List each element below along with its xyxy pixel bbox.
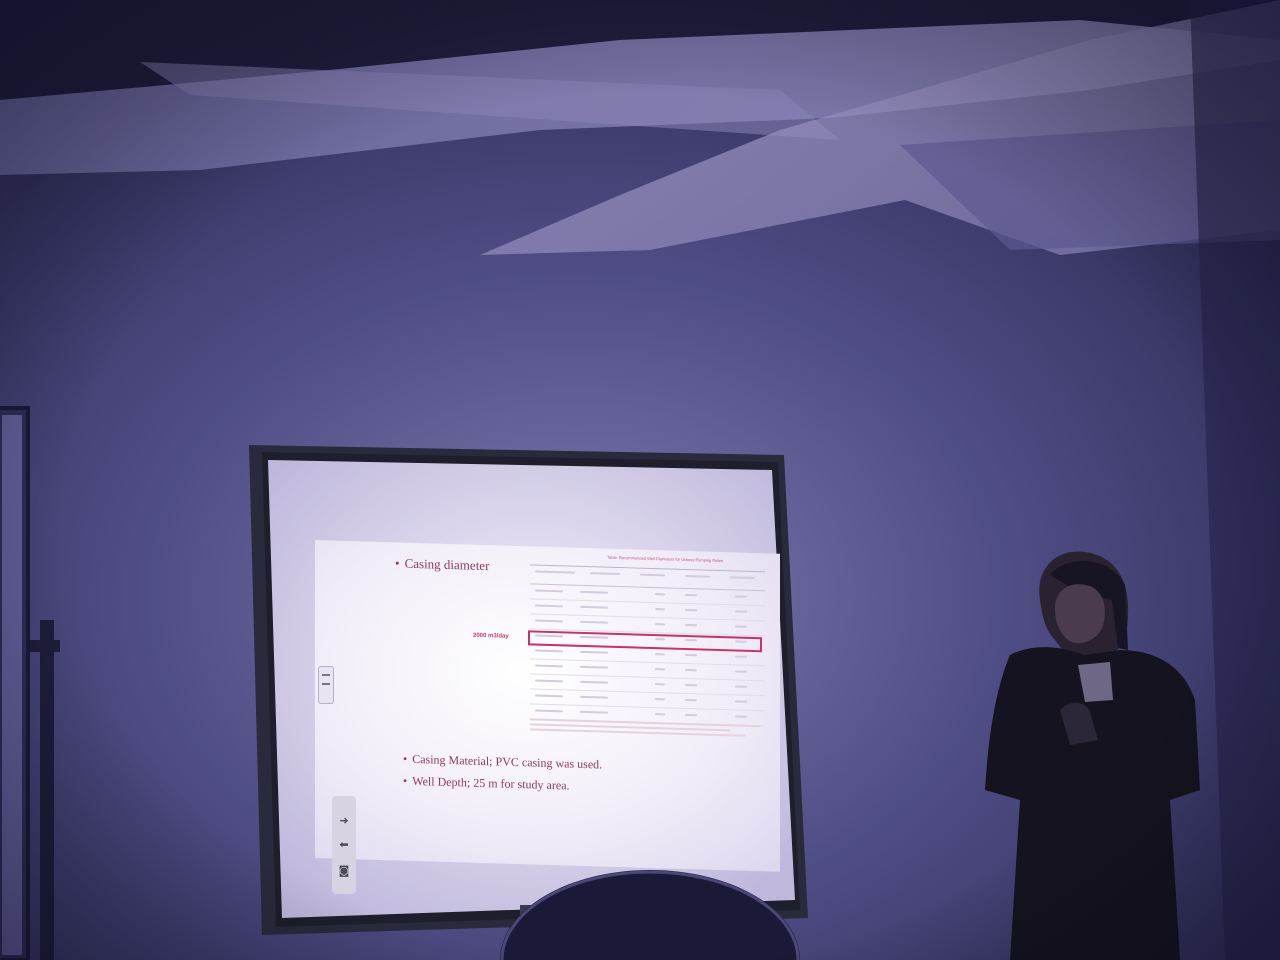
slide-bullet-well-depth xyxy=(403,774,570,794)
bullet-text: Well Depth; 25 m for study area. xyxy=(412,773,570,793)
bullet-dot-icon: • xyxy=(403,773,408,788)
eraser-icon[interactable]: ◙ xyxy=(338,864,350,877)
slide-bullet-casing-diameter xyxy=(395,555,489,574)
projected-slide xyxy=(315,540,780,872)
bullet-dot-icon: • xyxy=(403,751,408,766)
whiteboard-side-handle[interactable] xyxy=(318,666,334,704)
arrow-left-icon[interactable]: ⬅ xyxy=(339,838,349,851)
bullet-text: Casing Material; PVC casing was used. xyxy=(412,751,603,772)
arrow-right-icon[interactable]: ➜ xyxy=(339,814,349,827)
table-title: Table: Recommended Well Diameters for Various Pumping Rates xyxy=(607,554,723,564)
bullet-dot-icon: • xyxy=(395,555,400,571)
slide-bullet-casing-material xyxy=(403,752,602,773)
whiteboard-toolbar xyxy=(332,796,356,894)
highlighted-row-label: 2000 m3/day xyxy=(473,632,509,640)
bullet-text: Casing diameter xyxy=(404,555,490,574)
